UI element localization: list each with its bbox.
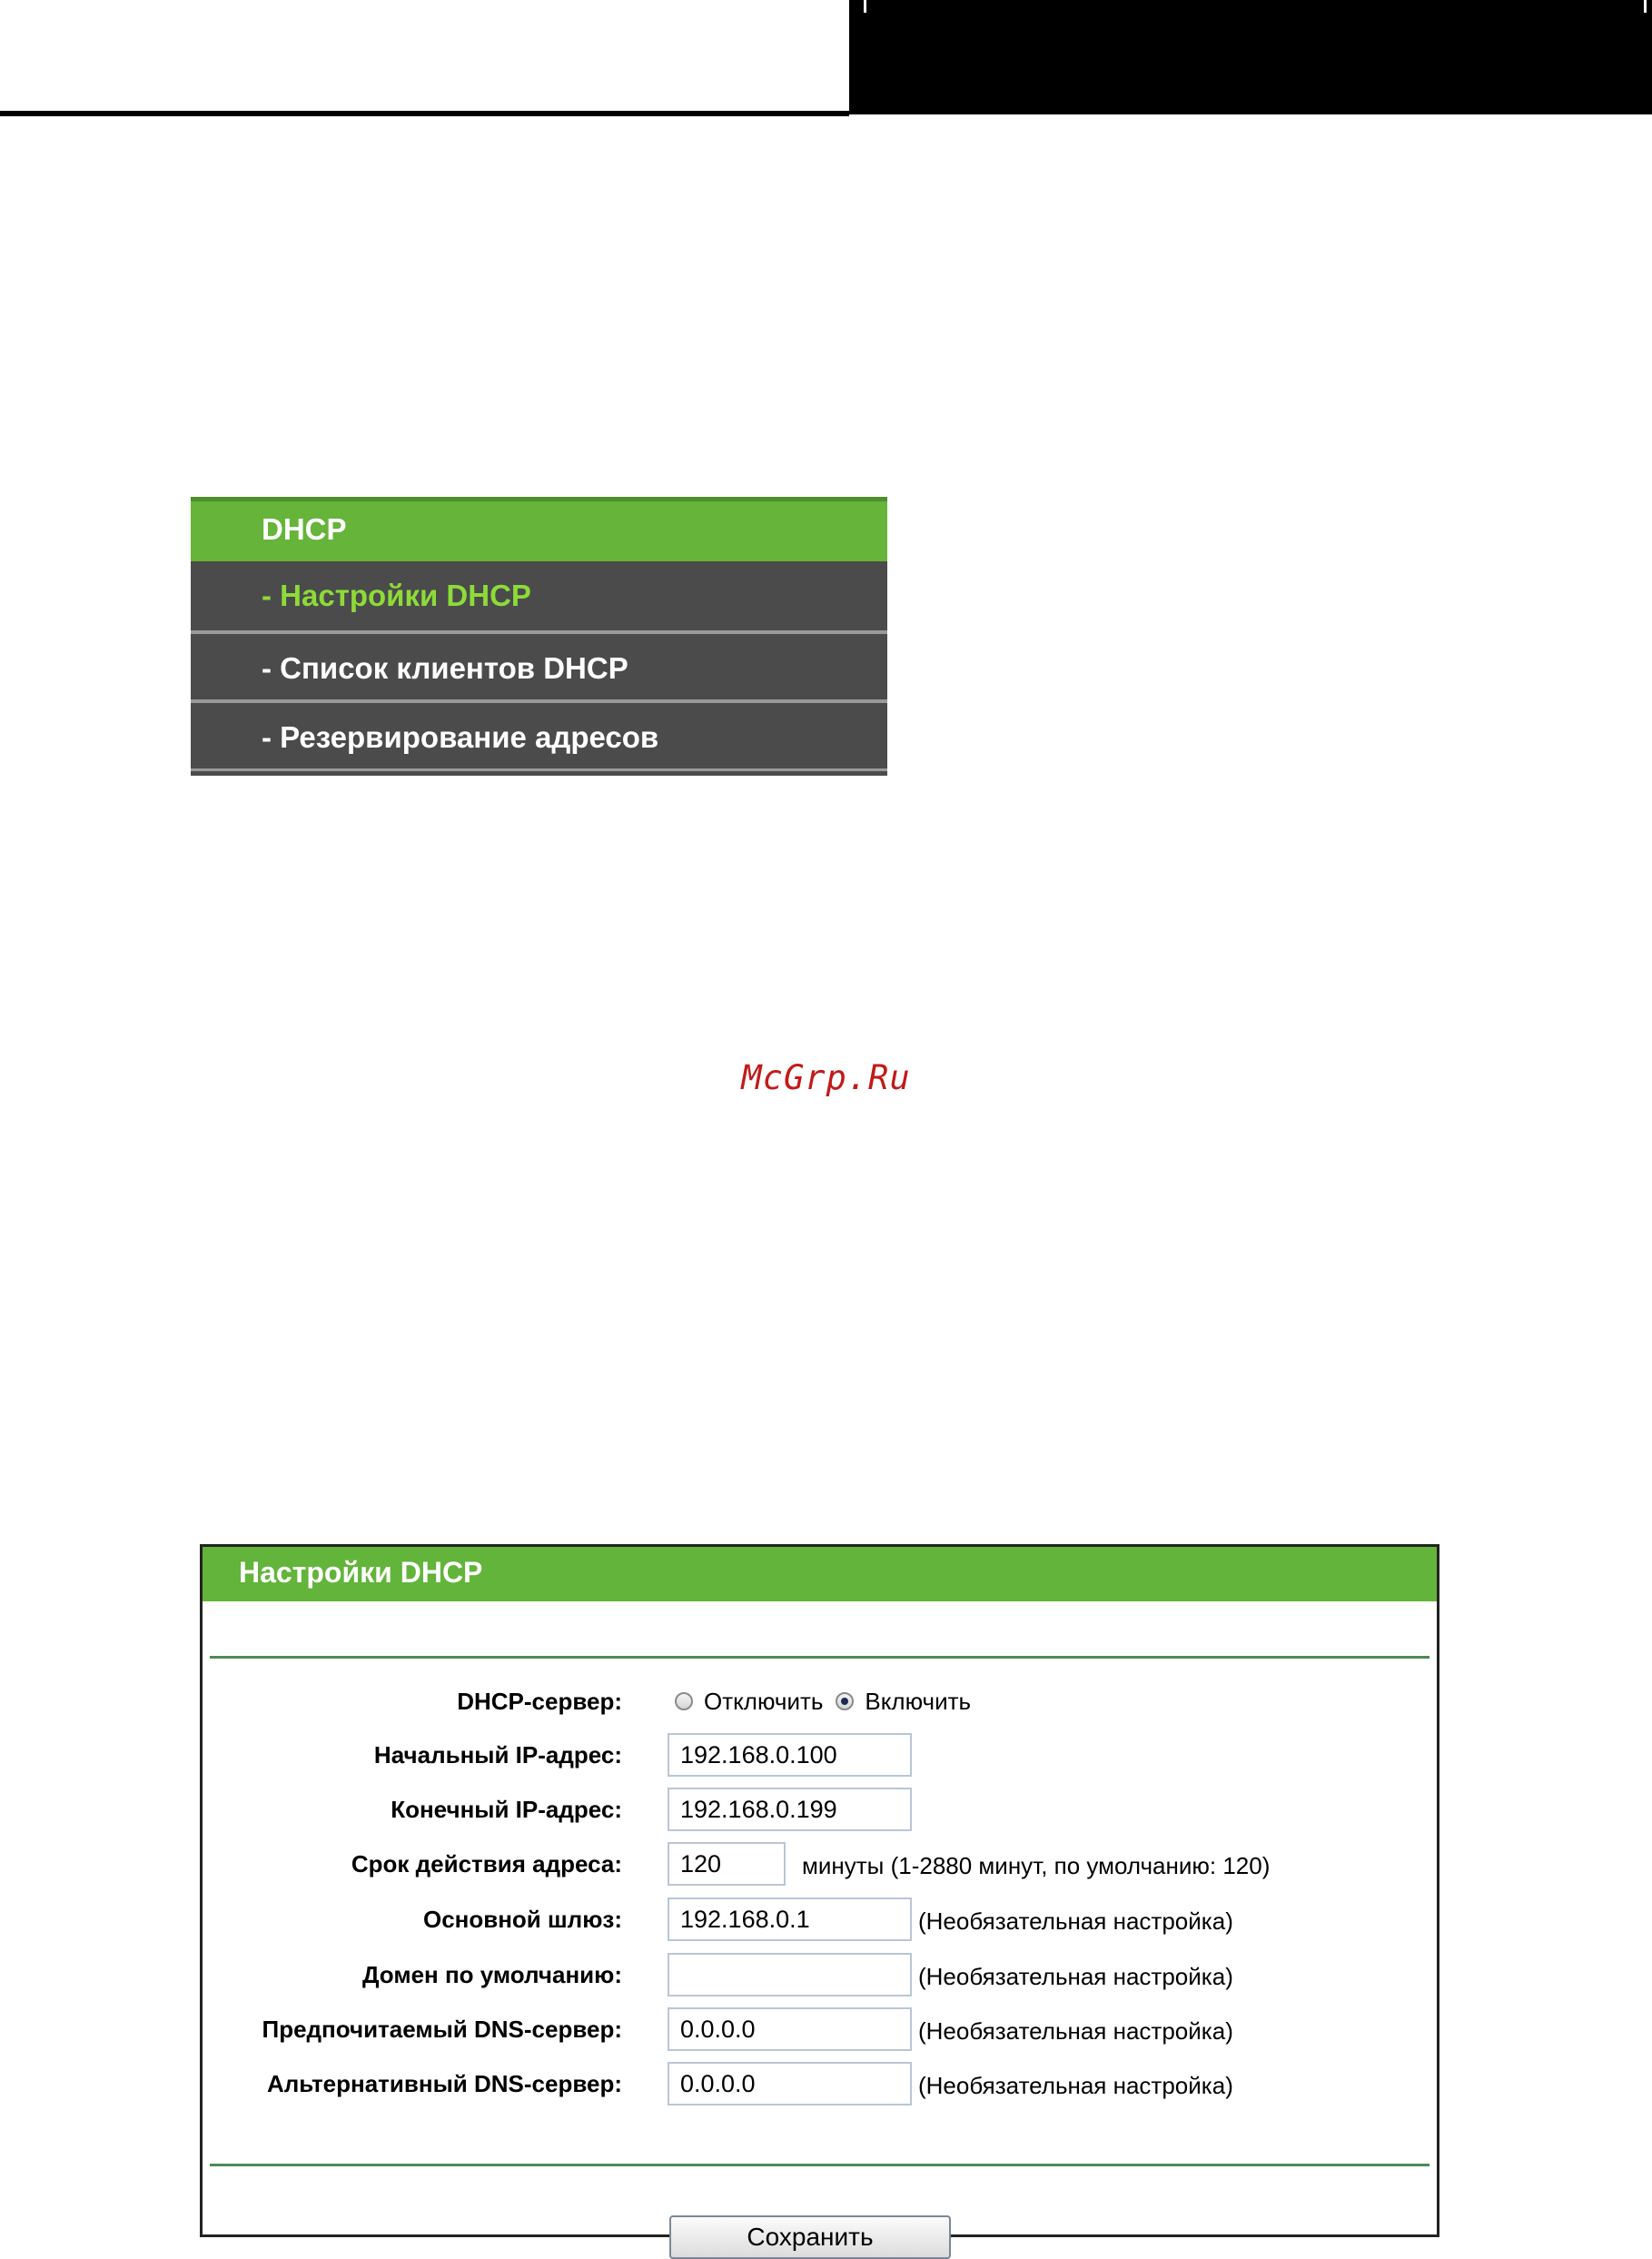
dhcp-disable-label[interactable]: Отключить: [704, 1687, 824, 1715]
end-ip-label: Конечный IP-адрес:: [391, 1796, 622, 1823]
gateway-input[interactable]: 192.168.0.1: [668, 1897, 912, 1941]
dhcp-server-radio-group: [675, 1676, 984, 1727]
menu-item-dhcp-clients-list[interactable]: - Список клиентов DHCP: [191, 630, 887, 699]
gateway-row: [203, 1894, 1437, 1945]
dhcp-server-label: DHCP-сервер:: [457, 1688, 622, 1715]
save-button[interactable]: Сохранить: [669, 2215, 951, 2259]
default-domain-row: [203, 1949, 1437, 2000]
secondary-dns-row: [203, 2058, 1437, 2109]
lease-time-label: Срок действия адреса:: [351, 1850, 622, 1878]
menu-header-dhcp[interactable]: DHCP: [191, 497, 887, 561]
dhcp-enable-radio[interactable]: [836, 1692, 854, 1710]
dhcp-menu: [191, 497, 887, 776]
gateway-label: Основной шлюз:: [422, 1906, 622, 1933]
header-notch-left: [864, 0, 866, 13]
header-notch-right: [1644, 0, 1647, 13]
panel-divider-top: [210, 1656, 1429, 1659]
end-ip-row: [203, 1784, 1437, 1835]
gateway-hint: (Необязательная настройка): [918, 1907, 1233, 1935]
primary-dns-input[interactable]: 0.0.0.0: [668, 2007, 912, 2051]
secondary-dns-hint: (Необязательная настройка): [918, 2072, 1233, 2099]
primary-dns-row: [203, 2004, 1437, 2055]
dhcp-settings-panel: [200, 1544, 1439, 2251]
lease-time-row: [203, 1838, 1437, 1889]
end-ip-input[interactable]: 192.168.0.199: [668, 1788, 912, 1831]
default-domain-hint: (Необязательная настройка): [918, 1963, 1233, 1990]
lease-time-input[interactable]: 120: [668, 1842, 786, 1886]
menu-item-dhcp-settings[interactable]: - Настройки DHCP: [262, 579, 531, 612]
header-black-block: [849, 0, 1652, 114]
start-ip-label: Начальный IP-адрес:: [373, 1741, 622, 1769]
panel-divider-bottom: [210, 2164, 1429, 2166]
secondary-dns-label: Альтернативный DNS-сервер:: [266, 2070, 622, 2097]
primary-dns-label: Предпочитаемый DNS-сервер:: [262, 2016, 622, 2043]
default-domain-input[interactable]: [668, 1953, 912, 1996]
header-rule: [0, 111, 849, 116]
start-ip-row: [203, 1729, 1437, 1780]
default-domain-label: Домен по умолчанию:: [361, 1961, 622, 1988]
dhcp-enable-label[interactable]: Включить: [865, 1687, 972, 1715]
watermark: McGrp.Ru: [741, 1058, 911, 1097]
panel-title: Настройки DHCP: [203, 1547, 1437, 1601]
dhcp-server-row: [203, 1676, 1437, 1727]
start-ip-input[interactable]: 192.168.0.100: [668, 1733, 912, 1777]
lease-time-hint: минуты (1-2880 минут, по умолчанию: 120): [802, 1852, 1271, 1879]
dhcp-disable-radio[interactable]: [675, 1692, 693, 1710]
secondary-dns-input[interactable]: 0.0.0.0: [668, 2062, 912, 2105]
primary-dns-hint: (Необязательная настройка): [918, 2017, 1233, 2045]
menu-item-address-reservation[interactable]: - Резервирование адресов: [191, 699, 887, 768]
